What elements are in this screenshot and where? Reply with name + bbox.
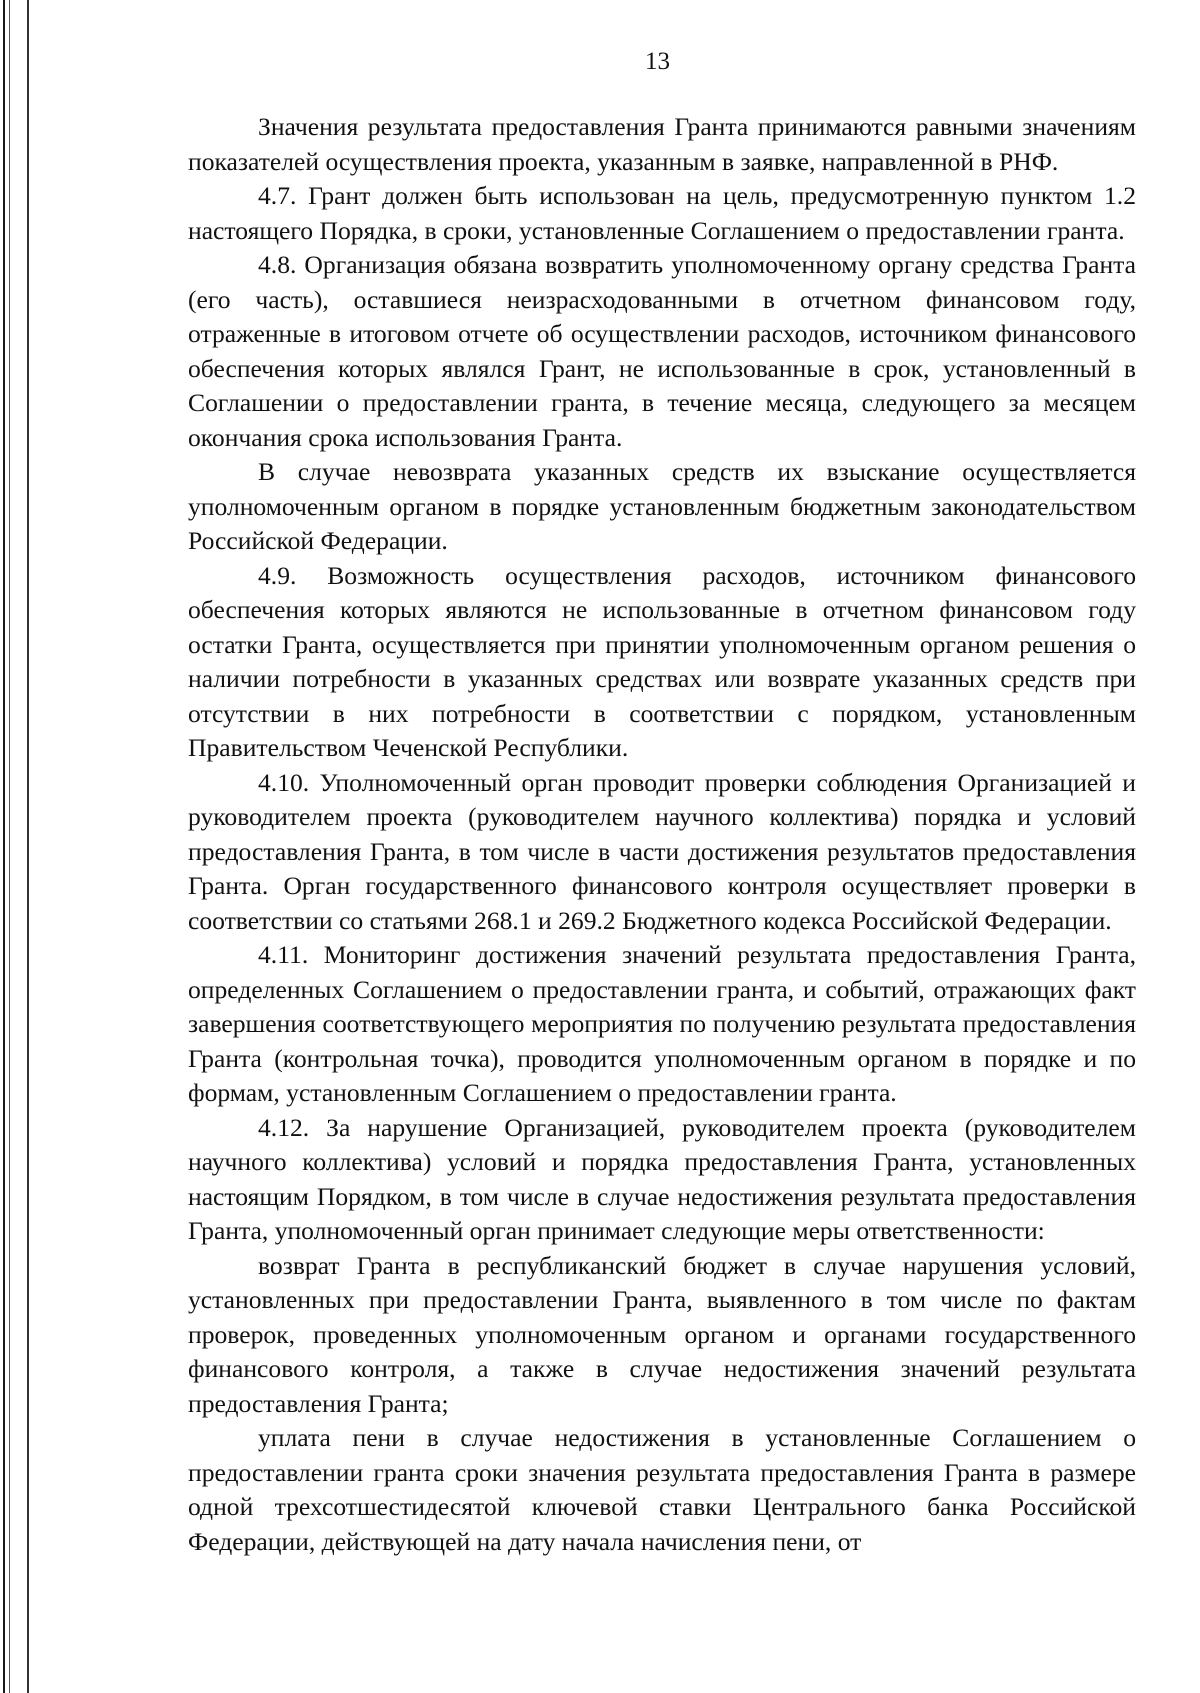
paragraph-penalty: уплата пени в случае недостижения в установленные Соглашением о предоставлении гранта сроки значения результата предоставления Гранта в размере одной трехсотшестидесятой ключевой ставки Центрального банка Российской Федерации, действующей на дату начала начисления пени, от bbox=[188, 1423, 1136, 1556]
paragraph-4-8: 4.8. Организация обязана возвратить уполномоченному органу средства Гранта (его часть), оставшиеся неизрасходованными в отчетном финансовом году, отраженные в итоговом отчете об осуществлении расходов, источником финансового обеспечения которых являлся Грант, не использованные в срок, установленный в Соглашении о предоставлении гранта, в течение месяца, следующего за месяцем окончания срока использования Гранта. bbox=[188, 250, 1136, 452]
paragraph-4-7: 4.7. Грант должен быть использован на цель, предусмотренную пунктом 1.2 настоящего Порядка, в сроки, установленные Соглашением о предоставлении гранта. bbox=[188, 181, 1136, 245]
scan-border-line bbox=[3, 0, 5, 1693]
paragraph-non-return: В случае невозврата указанных средств их взыскание осуществляется уполномоченным органом в порядке установленным бюджетным законодательством Российской Федерации. bbox=[188, 457, 1136, 555]
paragraph-grant-return: возврат Гранта в республиканский бюджет в случае нарушения условий, установленных при предоставлении Гранта, выявленного в том числе по фактам проверок, проведенных уполномоченным органом и органами государственного финансового контроля, а также в случае недостижения значений результата предоставления Гранта; bbox=[188, 1250, 1136, 1418]
document-body bbox=[188, 110, 1136, 1559]
paragraph-4-10: 4.10. Уполномоченный орган проводит проверки соблюдения Организацией и руководителем проекта (руководителем научного коллектива) порядка и условий предоставления Гранта, в том числе в части достижения результатов предоставления Гранта. Орган государственного финансового контроля осуществляет проверки в соответствии со статьями 268.1 и 269.2 Бюджетного кодекса Российской Федерации. bbox=[188, 767, 1136, 935]
paragraph-4-12: 4.12. За нарушение Организацией, руководителем проекта (руководителем научного коллектива) условий и порядка предоставления Гранта, установленных настоящим Порядком, в том числе в случае недостижения результата предоставления Гранта, уполномоченный орган принимает следующие меры ответственности: bbox=[188, 1112, 1136, 1245]
page-number: 13 bbox=[645, 48, 670, 75]
paragraph-4-11: 4.11. Мониторинг достижения значений результата предоставления Гранта, определенных Соглашением о предоставлении гранта, и событий, отражающих факт завершения соответствующего мероприятия по получению результата предоставления Гранта (контрольная точка), проводится уполномоченным органом в порядке и по формам, установленным Соглашением о предоставлении гранта. bbox=[188, 940, 1136, 1107]
scan-border-line bbox=[27, 0, 29, 1693]
paragraph-result-values: Значения результата предоставления Гранта принимаются равными значениям показателей осуществления проекта, указанным в заявке, направленной в РНФ. bbox=[188, 112, 1136, 176]
scan-border-line bbox=[9, 0, 10, 1693]
paragraph-4-9: 4.9. Возможность осуществления расходов, источником финансового обеспечения которых являются не использованные в отчетном финансовом году остатки Гранта, осуществляется при принятии уполномоченным органом решения о наличии потребности в указанных средствах или возврате указанных средств при отсутствии в них потребности в соответствии с порядком, установленным Правительством Чеченской Республики. bbox=[188, 560, 1136, 762]
